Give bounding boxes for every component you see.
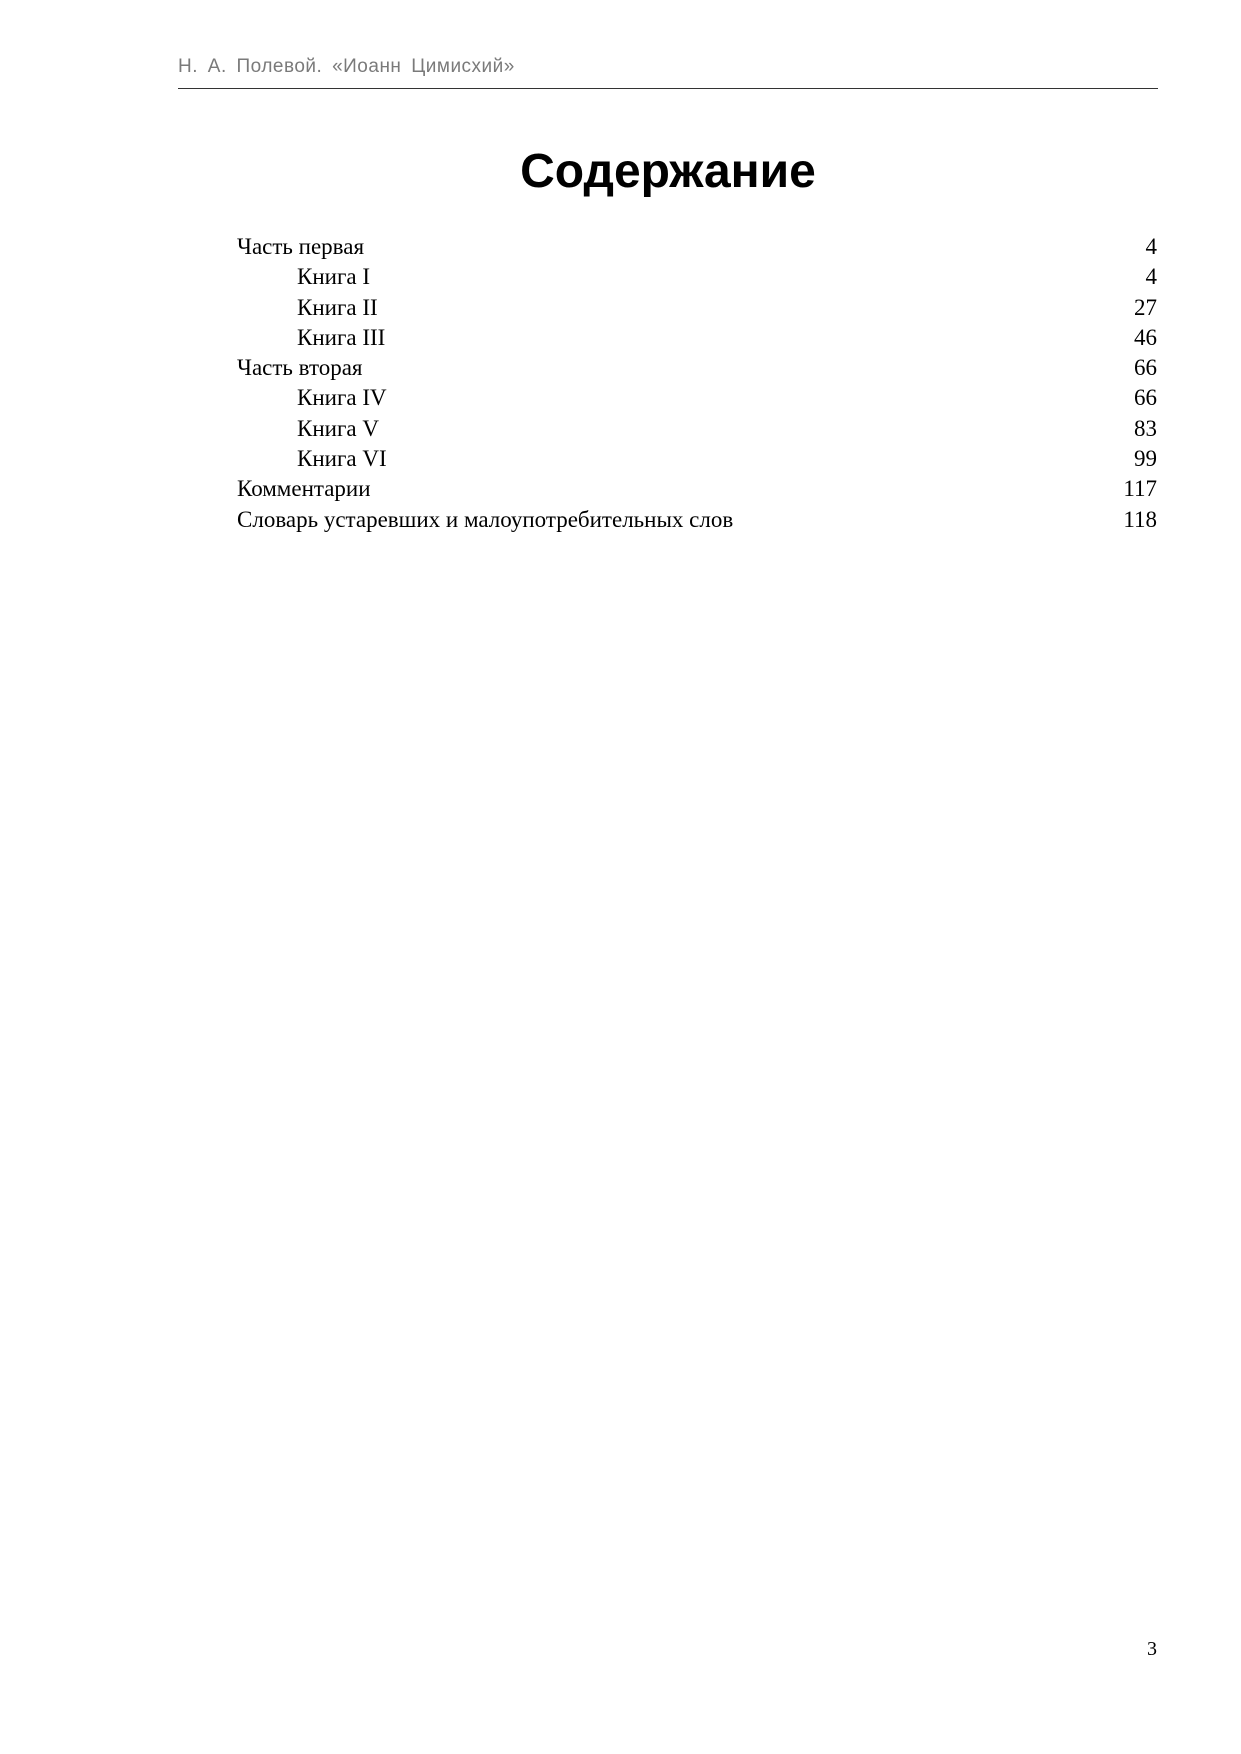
header-divider — [178, 88, 1158, 89]
toc-entry-label: Комментарии — [237, 476, 371, 502]
toc-entry-part-2[interactable] — [237, 353, 1157, 383]
toc-entry-book-3[interactable] — [237, 323, 1157, 353]
toc-entry-label: Книга VI — [297, 446, 387, 472]
toc-entry-book-1[interactable] — [237, 262, 1157, 292]
toc-entry-page: 118 — [1123, 506, 1157, 532]
toc-entry-label: Книга I — [297, 264, 371, 290]
toc-entry-label: Книга II — [297, 294, 378, 320]
toc-entry-page: 99 — [1134, 446, 1157, 472]
toc-entry-page: 27 — [1134, 294, 1157, 320]
toc-entry-page: 4 — [1145, 264, 1157, 290]
toc-entry-label: Часть вторая — [237, 355, 363, 381]
toc-entry-book-5[interactable] — [237, 414, 1157, 444]
toc-entry-label: Книга IV — [297, 385, 387, 411]
toc-entry-label: Книга V — [297, 415, 379, 441]
toc-entry-page: 4 — [1145, 234, 1157, 259]
toc-entry-book-4[interactable] — [237, 383, 1157, 413]
toc-entry-book-2[interactable] — [237, 293, 1157, 323]
toc-entry-page: 66 — [1134, 385, 1157, 411]
toc-entry-label: Словарь устаревших и малоупотребительных слов — [237, 506, 734, 532]
page-number: 3 — [1147, 1638, 1157, 1660]
toc-entry-page: 46 — [1134, 324, 1157, 350]
toc-entry-book-6[interactable] — [237, 444, 1157, 474]
table-of-contents — [237, 232, 1157, 535]
running-header: Н. А. Полевой. «Иоанн Цимисхий» — [178, 56, 515, 77]
page-title: Содержание — [520, 145, 816, 198]
toc-entry-label: Книга III — [297, 324, 386, 350]
toc-entry-label: Часть первая — [237, 234, 365, 259]
toc-entry-page: 83 — [1134, 415, 1157, 441]
toc-entry-page: 66 — [1134, 355, 1157, 381]
toc-entry-commentary[interactable] — [237, 474, 1157, 504]
toc-entry-page: 117 — [1123, 476, 1157, 502]
toc-entry-glossary[interactable] — [237, 505, 1157, 535]
toc-entry-part-1[interactable] — [237, 232, 1157, 262]
